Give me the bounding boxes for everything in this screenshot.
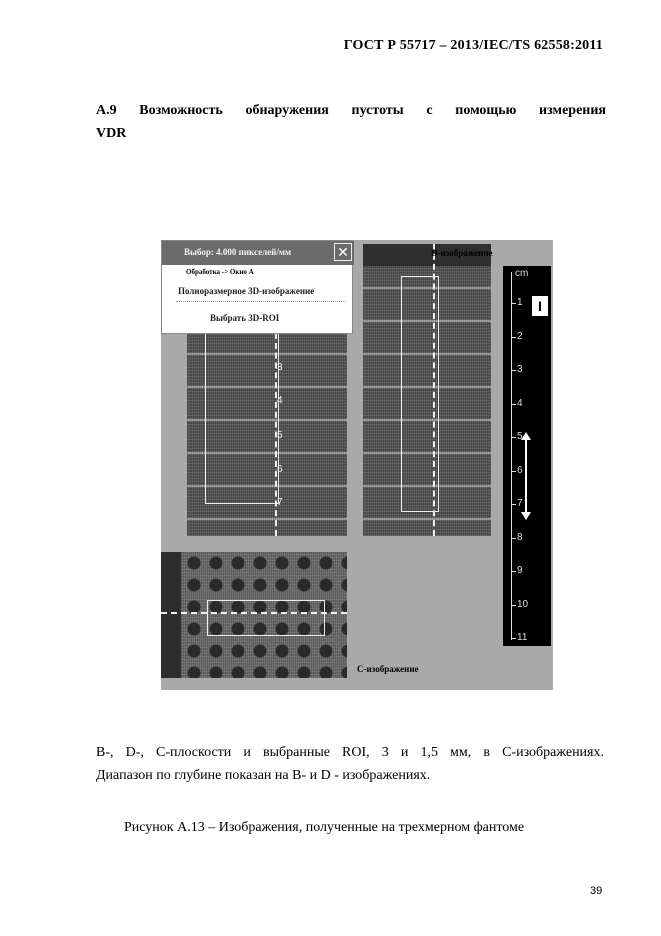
range-arrow-down-icon[interactable] [521,512,531,520]
scale-tick [511,437,516,438]
scale-tick [511,471,516,472]
section-title: А.9 Возможность обнаружения пустоты с помощью измерения [96,103,606,118]
ultrasound-figure [161,240,553,690]
b-depth-mark: 7 [277,497,283,508]
d-depth-line [433,244,435,536]
scale-tick [511,303,516,304]
popup-menu-path: Обработка -> Окно А [186,268,254,276]
figure-description-line1: B-, D-, C-плоскости и выбранные ROI, 3 и 1,5 мм, в C-изображениях. [96,745,604,760]
close-icon[interactable]: ✕ [334,243,352,261]
c-depth-line [161,612,347,614]
scale-tick [511,605,516,606]
scale-axis-line [511,272,512,640]
c-image-panel [161,552,347,678]
depth-scale [503,266,551,646]
scale-tick-label: 10 [517,599,529,610]
scale-tick [511,571,516,572]
scale-tick-label: 3 [517,364,523,375]
scale-tick [511,370,516,371]
scale-tick-label: 2 [517,331,523,342]
scale-tick-label: 4 [517,398,523,409]
document-header: ГОСТ Р 55717 – 2013/IEC/TS 62558:2011 [343,38,603,53]
scale-tick [511,638,516,639]
popup-divider [176,301,346,302]
selection-popup [161,240,353,334]
scale-unit: cm [515,268,529,279]
scale-tick-label: 1 [517,297,523,308]
scale-tick [511,504,516,505]
d-image-label: D-изображение [431,248,493,258]
c-roi-box [207,600,325,636]
b-depth-mark: 5 [277,430,283,441]
figure-caption: Рисунок А.13 – Изображения, полученные на трехмерном фантоме [124,820,525,835]
scale-tick-label: 8 [517,532,523,543]
menu-item-select-3d-roi[interactable]: Выбрать 3D-ROI [210,313,280,323]
popup-title-bar [162,241,354,265]
d-image-panel [363,244,491,536]
section-title-continuation: VDR [96,126,127,141]
scale-tick [511,538,516,539]
figure-description-line2: Диапазон по глубине показан на B- и D - изображениях. [96,768,431,783]
b-depth-mark: 6 [277,464,283,475]
page-number: 39 [590,885,603,897]
scale-tick [511,404,516,405]
depth-range-handle[interactable] [525,438,527,514]
b-depth-mark: 4 [277,395,283,406]
scale-tick [511,337,516,338]
scale-tick-label: 7 [517,498,523,509]
b-roi-box [205,304,279,504]
scale-tick-label: 9 [517,565,523,576]
c-image-label: С-изображение [357,664,419,674]
menu-item-full-3d[interactable]: Полноразмерное 3D-изображение [178,286,315,296]
popup-title: Выбор: 4.000 пикселей/мм [184,247,292,257]
scale-mode-button[interactable]: I [532,296,548,316]
scale-tick-label: 5 [517,431,523,442]
scale-tick-label: 6 [517,465,523,476]
c-left-bar [161,552,181,678]
b-depth-mark: 3 [277,362,283,373]
scale-tick-label: 11 [517,632,528,643]
